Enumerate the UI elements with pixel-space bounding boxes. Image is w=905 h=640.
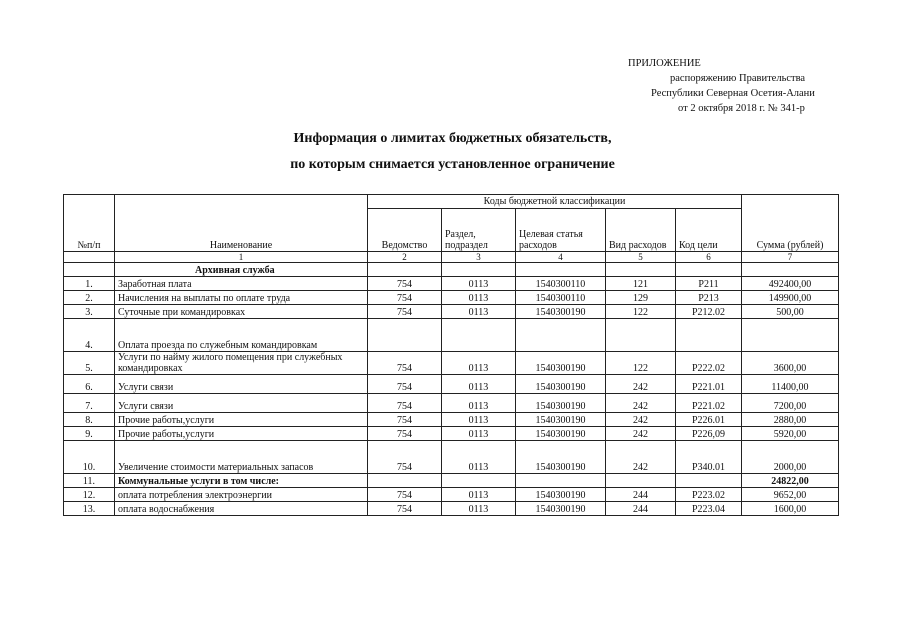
cell-section: 0113 (442, 488, 516, 502)
cell-sum: 9652,00 (742, 488, 839, 502)
cell-sum: 5920,00 (742, 427, 839, 441)
annex-line-2: Республики Северная Осетия-Алани (651, 88, 815, 99)
cell-target: 1540300190 (516, 375, 606, 394)
cell-target: 1540300190 (516, 441, 606, 474)
cell-name: Прочие работы,услуги (115, 413, 368, 427)
cell-goal: Р223.04 (676, 502, 742, 516)
cell-dept (368, 474, 442, 488)
cell-goal: Р340.01 (676, 441, 742, 474)
cell-type: 122 (606, 352, 676, 375)
cell-dept: 754 (368, 305, 442, 319)
cell-dept: 754 (368, 277, 442, 291)
col-number: 5 (606, 252, 676, 263)
table-row (64, 319, 839, 352)
cell-section: 0113 (442, 375, 516, 394)
cell-goal: Р212.02 (676, 305, 742, 319)
table-row (64, 488, 839, 502)
cell-num: 5. (64, 352, 115, 375)
cell-section: 0113 (442, 291, 516, 305)
cell-name: Увеличение стоимости материальных запасов (115, 441, 368, 474)
cell-sum: 7200,00 (742, 394, 839, 413)
cell-type (606, 474, 676, 488)
cell-target: 1540300190 (516, 305, 606, 319)
cell-dept: 754 (368, 488, 442, 502)
cell-num: 8. (64, 413, 115, 427)
cell-num: 13. (64, 502, 115, 516)
cell-num: 4. (64, 319, 115, 352)
table-body (64, 277, 839, 516)
cell-target: 1540300190 (516, 352, 606, 375)
cell-type: 242 (606, 394, 676, 413)
annex-block (600, 56, 840, 116)
col-number: 7 (742, 252, 839, 263)
cell-section: 0113 (442, 394, 516, 413)
cell-target: 1540300190 (516, 502, 606, 516)
table-row (64, 413, 839, 427)
cell-section (442, 319, 516, 352)
section-title: Архивная служба (115, 263, 368, 277)
header-name: Наименование (115, 195, 368, 252)
cell-goal: Р222.02 (676, 352, 742, 375)
document-title-line-1: Информация о лимитах бюджетных обязательств, (293, 131, 612, 146)
cell-goal: Р221.01 (676, 375, 742, 394)
table-row (64, 291, 839, 305)
cell-sum: 149900,00 (742, 291, 839, 305)
cell-num: 6. (64, 375, 115, 394)
table-row (64, 394, 839, 413)
col-number: 4 (516, 252, 606, 263)
cell-name: Оплата проезда по служебным командировкам (115, 319, 368, 352)
cell-section: 0113 (442, 427, 516, 441)
cell-num: 9. (64, 427, 115, 441)
cell-dept (368, 319, 442, 352)
header-goal: Код цели (676, 209, 742, 252)
cell-section (442, 474, 516, 488)
table-row (64, 441, 839, 474)
cell-name: оплата водоснабжения (115, 502, 368, 516)
cell-dept: 754 (368, 427, 442, 441)
cell-target: 1540300110 (516, 291, 606, 305)
cell-goal (676, 319, 742, 352)
table-row (64, 474, 839, 488)
cell-dept: 754 (368, 352, 442, 375)
annex-title: ПРИЛОЖЕНИЕ (628, 58, 701, 69)
cell-name: Прочие работы,услуги (115, 427, 368, 441)
cell-name: Суточные при командировках (115, 305, 368, 319)
cell-section: 0113 (442, 277, 516, 291)
annex-line-1: распоряжению Правительства (670, 73, 806, 84)
cell-section: 0113 (442, 441, 516, 474)
cell-num: 7. (64, 394, 115, 413)
cell-name: Коммунальные услуги в том числе: (115, 474, 368, 488)
cell-name: Начисления на выплаты по оплате труда (115, 291, 368, 305)
cell-name: оплата потребления электроэнергии (115, 488, 368, 502)
table-row (64, 305, 839, 319)
cell-name: Услуги по найму жилого помещения при служебных командировках (115, 352, 368, 375)
cell-target: 1540300110 (516, 277, 606, 291)
col-number: 1 (115, 252, 368, 263)
cell-sum: 3600,00 (742, 352, 839, 375)
cell-target: 1540300190 (516, 427, 606, 441)
cell-type: 129 (606, 291, 676, 305)
header-num: №п/п (64, 195, 115, 252)
header-target: Целевая статья расходов (516, 209, 606, 252)
header-type: Вид расходов (606, 209, 676, 252)
document-title-line-2: по которым снимается установленное ограничение (290, 157, 615, 172)
cell-type: 244 (606, 488, 676, 502)
cell-sum: 11400,00 (742, 375, 839, 394)
cell-num: 11. (64, 474, 115, 488)
cell-target (516, 474, 606, 488)
table-header-row-group (64, 195, 839, 209)
cell-goal: Р226.01 (676, 413, 742, 427)
cell-sum: 492400,00 (742, 277, 839, 291)
section-row (64, 263, 839, 277)
cell-goal: Р221.02 (676, 394, 742, 413)
table-row (64, 277, 839, 291)
cell-target (516, 319, 606, 352)
cell-type: 244 (606, 502, 676, 516)
cell-num: 2. (64, 291, 115, 305)
cell-type: 242 (606, 441, 676, 474)
cell-section: 0113 (442, 305, 516, 319)
header-section: Раздел, подраздел (442, 209, 516, 252)
cell-type: 242 (606, 413, 676, 427)
cell-dept: 754 (368, 291, 442, 305)
cell-target: 1540300190 (516, 394, 606, 413)
cell-dept: 754 (368, 502, 442, 516)
col-number (64, 252, 115, 263)
cell-sum: 24822,00 (742, 474, 839, 488)
cell-name: Заработная плата (115, 277, 368, 291)
header-dept: Ведомство (368, 209, 442, 252)
cell-dept: 754 (368, 375, 442, 394)
cell-type: 122 (606, 305, 676, 319)
table-row (64, 352, 839, 375)
header-budget-codes: Коды бюджетной классификации (368, 195, 742, 209)
annex-line-3: от 2 октября 2018 г. № 341-р (678, 103, 805, 114)
cell-target: 1540300190 (516, 488, 606, 502)
cell-section: 0113 (442, 502, 516, 516)
cell-type: 242 (606, 427, 676, 441)
cell-name: Услуги связи (115, 375, 368, 394)
cell-sum: 500,00 (742, 305, 839, 319)
cell-num: 3. (64, 305, 115, 319)
cell-num: 12. (64, 488, 115, 502)
column-number-row (64, 252, 839, 263)
cell-type: 121 (606, 277, 676, 291)
cell-num: 1. (64, 277, 115, 291)
cell-type (606, 319, 676, 352)
cell-dept: 754 (368, 441, 442, 474)
cell-sum (742, 319, 839, 352)
cell-section: 0113 (442, 413, 516, 427)
cell-goal: Р226,09 (676, 427, 742, 441)
cell-type: 242 (606, 375, 676, 394)
cell-goal: Р213 (676, 291, 742, 305)
cell-sum: 1600,00 (742, 502, 839, 516)
cell-dept: 754 (368, 394, 442, 413)
cell-goal (676, 474, 742, 488)
cell-sum: 2880,00 (742, 413, 839, 427)
col-number: 3 (442, 252, 516, 263)
cell-goal: Р223.02 (676, 488, 742, 502)
cell-target: 1540300190 (516, 413, 606, 427)
cell-num: 10. (64, 441, 115, 474)
cell-name: Услуги связи (115, 394, 368, 413)
cell-sum: 2000,00 (742, 441, 839, 474)
cell-section: 0113 (442, 352, 516, 375)
col-number: 2 (368, 252, 442, 263)
header-sum: Сумма (рублей) (742, 195, 839, 252)
cell-dept: 754 (368, 413, 442, 427)
table-row (64, 502, 839, 516)
col-number: 6 (676, 252, 742, 263)
cell-goal: Р211 (676, 277, 742, 291)
table-row (64, 427, 839, 441)
budget-limits-table (63, 194, 839, 516)
table-row (64, 375, 839, 394)
